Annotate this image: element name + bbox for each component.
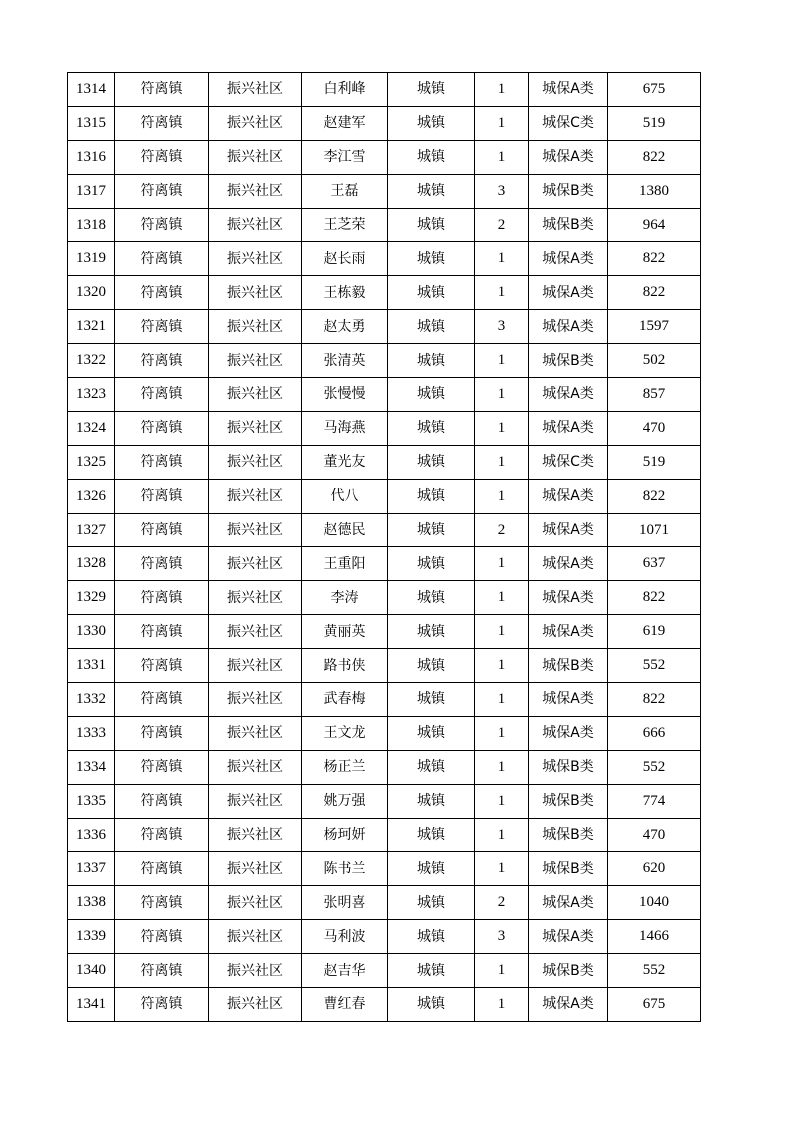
name-cell: 王文龙 [302, 716, 388, 750]
town-cell: 符离镇 [115, 581, 209, 615]
name-cell: 马利波 [302, 920, 388, 954]
community-cell: 振兴社区 [209, 852, 302, 886]
amount-cell: 822 [608, 276, 701, 310]
row-number-cell: 1328 [68, 547, 115, 581]
row-number-cell: 1340 [68, 954, 115, 988]
household-size-cell: 1 [475, 750, 529, 784]
amount-cell: 666 [608, 716, 701, 750]
household-type-cell: 城镇 [388, 886, 475, 920]
name-cell: 代八 [302, 479, 388, 513]
row-number-cell: 1336 [68, 818, 115, 852]
household-type-cell: 城镇 [388, 276, 475, 310]
household-type-cell: 城镇 [388, 445, 475, 479]
household-type-cell: 城镇 [388, 73, 475, 107]
insurance-category-cell: 城保A类 [529, 547, 608, 581]
row-number-cell: 1322 [68, 344, 115, 378]
table-row [68, 750, 701, 784]
community-cell: 振兴社区 [209, 445, 302, 479]
town-cell: 符离镇 [115, 716, 209, 750]
town-cell: 符离镇 [115, 106, 209, 140]
name-cell: 路书侠 [302, 649, 388, 683]
name-cell: 董光友 [302, 445, 388, 479]
table-row [68, 716, 701, 750]
table-row [68, 818, 701, 852]
town-cell: 符离镇 [115, 411, 209, 445]
insurance-category-cell: 城保A类 [529, 683, 608, 717]
name-cell: 王芝荣 [302, 208, 388, 242]
household-type-cell: 城镇 [388, 615, 475, 649]
insurance-category-cell: 城保C类 [529, 445, 608, 479]
name-cell: 赵长雨 [302, 242, 388, 276]
insurance-category-cell: 城保A类 [529, 73, 608, 107]
town-cell: 符离镇 [115, 988, 209, 1022]
name-cell: 姚万强 [302, 784, 388, 818]
household-type-cell: 城镇 [388, 310, 475, 344]
insurance-category-cell: 城保B类 [529, 344, 608, 378]
community-cell: 振兴社区 [209, 106, 302, 140]
row-number-cell: 1337 [68, 852, 115, 886]
household-type-cell: 城镇 [388, 649, 475, 683]
table-row [68, 988, 701, 1022]
household-size-cell: 1 [475, 954, 529, 988]
household-type-cell: 城镇 [388, 716, 475, 750]
table-row [68, 683, 701, 717]
name-cell: 张慢慢 [302, 378, 388, 412]
name-cell: 李涛 [302, 581, 388, 615]
household-size-cell: 1 [475, 106, 529, 140]
household-type-cell: 城镇 [388, 988, 475, 1022]
table-row [68, 479, 701, 513]
table-row [68, 208, 701, 242]
community-cell: 振兴社区 [209, 140, 302, 174]
insurance-category-cell: 城保B类 [529, 818, 608, 852]
community-cell: 振兴社区 [209, 581, 302, 615]
name-cell: 王栋毅 [302, 276, 388, 310]
table-row [68, 920, 701, 954]
household-size-cell: 2 [475, 886, 529, 920]
amount-cell: 857 [608, 378, 701, 412]
amount-cell: 822 [608, 242, 701, 276]
name-cell: 曹红春 [302, 988, 388, 1022]
insurance-category-cell: 城保A类 [529, 513, 608, 547]
household-type-cell: 城镇 [388, 954, 475, 988]
household-size-cell: 1 [475, 852, 529, 886]
amount-cell: 822 [608, 581, 701, 615]
name-cell: 白利峰 [302, 73, 388, 107]
town-cell: 符离镇 [115, 954, 209, 988]
household-type-cell: 城镇 [388, 344, 475, 378]
town-cell: 符离镇 [115, 242, 209, 276]
row-number-cell: 1334 [68, 750, 115, 784]
community-cell: 振兴社区 [209, 344, 302, 378]
insurance-category-cell: 城保A类 [529, 886, 608, 920]
community-cell: 振兴社区 [209, 818, 302, 852]
name-cell: 张清英 [302, 344, 388, 378]
town-cell: 符离镇 [115, 310, 209, 344]
row-number-cell: 1319 [68, 242, 115, 276]
household-size-cell: 1 [475, 140, 529, 174]
amount-cell: 552 [608, 954, 701, 988]
household-type-cell: 城镇 [388, 750, 475, 784]
insurance-category-cell: 城保B类 [529, 208, 608, 242]
community-cell: 振兴社区 [209, 174, 302, 208]
amount-cell: 675 [608, 73, 701, 107]
town-cell: 符离镇 [115, 140, 209, 174]
household-size-cell: 3 [475, 174, 529, 208]
name-cell: 王重阳 [302, 547, 388, 581]
community-cell: 振兴社区 [209, 547, 302, 581]
table-row [68, 954, 701, 988]
community-cell: 振兴社区 [209, 242, 302, 276]
household-type-cell: 城镇 [388, 818, 475, 852]
insurance-category-cell: 城保A类 [529, 310, 608, 344]
household-size-cell: 1 [475, 615, 529, 649]
row-number-cell: 1317 [68, 174, 115, 208]
name-cell: 黄丽英 [302, 615, 388, 649]
insurance-category-cell: 城保B类 [529, 784, 608, 818]
amount-cell: 619 [608, 615, 701, 649]
row-number-cell: 1324 [68, 411, 115, 445]
amount-cell: 519 [608, 445, 701, 479]
community-cell: 振兴社区 [209, 208, 302, 242]
household-type-cell: 城镇 [388, 106, 475, 140]
community-cell: 振兴社区 [209, 378, 302, 412]
insurance-category-cell: 城保B类 [529, 649, 608, 683]
amount-cell: 822 [608, 479, 701, 513]
town-cell: 符离镇 [115, 852, 209, 886]
insurance-category-cell: 城保A类 [529, 988, 608, 1022]
amount-cell: 675 [608, 988, 701, 1022]
row-number-cell: 1329 [68, 581, 115, 615]
household-size-cell: 1 [475, 581, 529, 615]
amount-cell: 502 [608, 344, 701, 378]
community-cell: 振兴社区 [209, 615, 302, 649]
town-cell: 符离镇 [115, 276, 209, 310]
table-row [68, 106, 701, 140]
name-cell: 杨正兰 [302, 750, 388, 784]
name-cell: 赵吉华 [302, 954, 388, 988]
town-cell: 符离镇 [115, 513, 209, 547]
community-cell: 振兴社区 [209, 954, 302, 988]
table-row [68, 140, 701, 174]
assistance-roster-table [67, 72, 701, 1022]
amount-cell: 1466 [608, 920, 701, 954]
community-cell: 振兴社区 [209, 513, 302, 547]
row-number-cell: 1327 [68, 513, 115, 547]
household-type-cell: 城镇 [388, 547, 475, 581]
town-cell: 符离镇 [115, 378, 209, 412]
town-cell: 符离镇 [115, 683, 209, 717]
household-type-cell: 城镇 [388, 242, 475, 276]
insurance-category-cell: 城保A类 [529, 479, 608, 513]
name-cell: 武春梅 [302, 683, 388, 717]
amount-cell: 822 [608, 683, 701, 717]
row-number-cell: 1323 [68, 378, 115, 412]
name-cell: 李江雪 [302, 140, 388, 174]
household-size-cell: 3 [475, 310, 529, 344]
row-number-cell: 1325 [68, 445, 115, 479]
town-cell: 符离镇 [115, 750, 209, 784]
amount-cell: 1071 [608, 513, 701, 547]
table-row [68, 513, 701, 547]
community-cell: 振兴社区 [209, 310, 302, 344]
amount-cell: 1380 [608, 174, 701, 208]
household-type-cell: 城镇 [388, 140, 475, 174]
row-number-cell: 1314 [68, 73, 115, 107]
name-cell: 赵德民 [302, 513, 388, 547]
table-row [68, 445, 701, 479]
table-row [68, 73, 701, 107]
table-row [68, 276, 701, 310]
town-cell: 符离镇 [115, 445, 209, 479]
insurance-category-cell: 城保A类 [529, 411, 608, 445]
row-number-cell: 1318 [68, 208, 115, 242]
amount-cell: 1597 [608, 310, 701, 344]
row-number-cell: 1326 [68, 479, 115, 513]
insurance-category-cell: 城保A类 [529, 581, 608, 615]
household-size-cell: 1 [475, 378, 529, 412]
household-size-cell: 1 [475, 344, 529, 378]
row-number-cell: 1339 [68, 920, 115, 954]
household-size-cell: 1 [475, 818, 529, 852]
town-cell: 符离镇 [115, 649, 209, 683]
table-row [68, 615, 701, 649]
household-type-cell: 城镇 [388, 920, 475, 954]
amount-cell: 620 [608, 852, 701, 886]
row-number-cell: 1332 [68, 683, 115, 717]
row-number-cell: 1316 [68, 140, 115, 174]
table-row [68, 784, 701, 818]
household-size-cell: 2 [475, 513, 529, 547]
amount-cell: 964 [608, 208, 701, 242]
name-cell: 赵建军 [302, 106, 388, 140]
household-size-cell: 1 [475, 683, 529, 717]
household-size-cell: 1 [475, 716, 529, 750]
table-row [68, 174, 701, 208]
town-cell: 符离镇 [115, 73, 209, 107]
table-row [68, 411, 701, 445]
insurance-category-cell: 城保A类 [529, 615, 608, 649]
household-type-cell: 城镇 [388, 479, 475, 513]
insurance-category-cell: 城保B类 [529, 954, 608, 988]
insurance-category-cell: 城保A类 [529, 276, 608, 310]
row-number-cell: 1320 [68, 276, 115, 310]
table-row [68, 886, 701, 920]
amount-cell: 519 [608, 106, 701, 140]
row-number-cell: 1321 [68, 310, 115, 344]
name-cell: 赵太勇 [302, 310, 388, 344]
town-cell: 符离镇 [115, 818, 209, 852]
row-number-cell: 1330 [68, 615, 115, 649]
town-cell: 符离镇 [115, 886, 209, 920]
insurance-category-cell: 城保B类 [529, 750, 608, 784]
name-cell: 张明喜 [302, 886, 388, 920]
table-row [68, 547, 701, 581]
insurance-category-cell: 城保C类 [529, 106, 608, 140]
insurance-category-cell: 城保A类 [529, 378, 608, 412]
household-size-cell: 2 [475, 208, 529, 242]
household-size-cell: 1 [475, 988, 529, 1022]
household-type-cell: 城镇 [388, 581, 475, 615]
name-cell: 王磊 [302, 174, 388, 208]
community-cell: 振兴社区 [209, 886, 302, 920]
household-type-cell: 城镇 [388, 208, 475, 242]
insurance-category-cell: 城保A类 [529, 716, 608, 750]
town-cell: 符离镇 [115, 174, 209, 208]
insurance-category-cell: 城保A类 [529, 242, 608, 276]
row-number-cell: 1338 [68, 886, 115, 920]
row-number-cell: 1331 [68, 649, 115, 683]
household-type-cell: 城镇 [388, 378, 475, 412]
insurance-category-cell: 城保A类 [529, 140, 608, 174]
household-type-cell: 城镇 [388, 852, 475, 886]
household-type-cell: 城镇 [388, 174, 475, 208]
household-size-cell: 1 [475, 242, 529, 276]
table-row [68, 242, 701, 276]
name-cell: 马海燕 [302, 411, 388, 445]
amount-cell: 637 [608, 547, 701, 581]
amount-cell: 822 [608, 140, 701, 174]
town-cell: 符离镇 [115, 920, 209, 954]
amount-cell: 470 [608, 411, 701, 445]
town-cell: 符离镇 [115, 479, 209, 513]
amount-cell: 1040 [608, 886, 701, 920]
town-cell: 符离镇 [115, 615, 209, 649]
row-number-cell: 1335 [68, 784, 115, 818]
table-row [68, 310, 701, 344]
insurance-category-cell: 城保A类 [529, 920, 608, 954]
household-type-cell: 城镇 [388, 513, 475, 547]
community-cell: 振兴社区 [209, 920, 302, 954]
community-cell: 振兴社区 [209, 649, 302, 683]
community-cell: 振兴社区 [209, 479, 302, 513]
household-size-cell: 1 [475, 547, 529, 581]
table-row [68, 581, 701, 615]
amount-cell: 470 [608, 818, 701, 852]
community-cell: 振兴社区 [209, 750, 302, 784]
amount-cell: 774 [608, 784, 701, 818]
town-cell: 符离镇 [115, 547, 209, 581]
household-size-cell: 3 [475, 920, 529, 954]
household-size-cell: 1 [475, 784, 529, 818]
insurance-category-cell: 城保B类 [529, 174, 608, 208]
table-row [68, 344, 701, 378]
town-cell: 符离镇 [115, 344, 209, 378]
household-type-cell: 城镇 [388, 784, 475, 818]
community-cell: 振兴社区 [209, 784, 302, 818]
household-size-cell: 1 [475, 649, 529, 683]
household-type-cell: 城镇 [388, 411, 475, 445]
town-cell: 符离镇 [115, 208, 209, 242]
household-type-cell: 城镇 [388, 683, 475, 717]
community-cell: 振兴社区 [209, 683, 302, 717]
household-size-cell: 1 [475, 73, 529, 107]
amount-cell: 552 [608, 750, 701, 784]
community-cell: 振兴社区 [209, 73, 302, 107]
community-cell: 振兴社区 [209, 276, 302, 310]
row-number-cell: 1315 [68, 106, 115, 140]
row-number-cell: 1341 [68, 988, 115, 1022]
row-number-cell: 1333 [68, 716, 115, 750]
community-cell: 振兴社区 [209, 988, 302, 1022]
table-body [68, 73, 701, 1022]
community-cell: 振兴社区 [209, 411, 302, 445]
town-cell: 符离镇 [115, 784, 209, 818]
household-size-cell: 1 [475, 276, 529, 310]
name-cell: 陈书兰 [302, 852, 388, 886]
name-cell: 杨珂妍 [302, 818, 388, 852]
table-row [68, 649, 701, 683]
community-cell: 振兴社区 [209, 716, 302, 750]
household-size-cell: 1 [475, 445, 529, 479]
household-size-cell: 1 [475, 411, 529, 445]
household-size-cell: 1 [475, 479, 529, 513]
amount-cell: 552 [608, 649, 701, 683]
table-row [68, 378, 701, 412]
insurance-category-cell: 城保B类 [529, 852, 608, 886]
table-row [68, 852, 701, 886]
